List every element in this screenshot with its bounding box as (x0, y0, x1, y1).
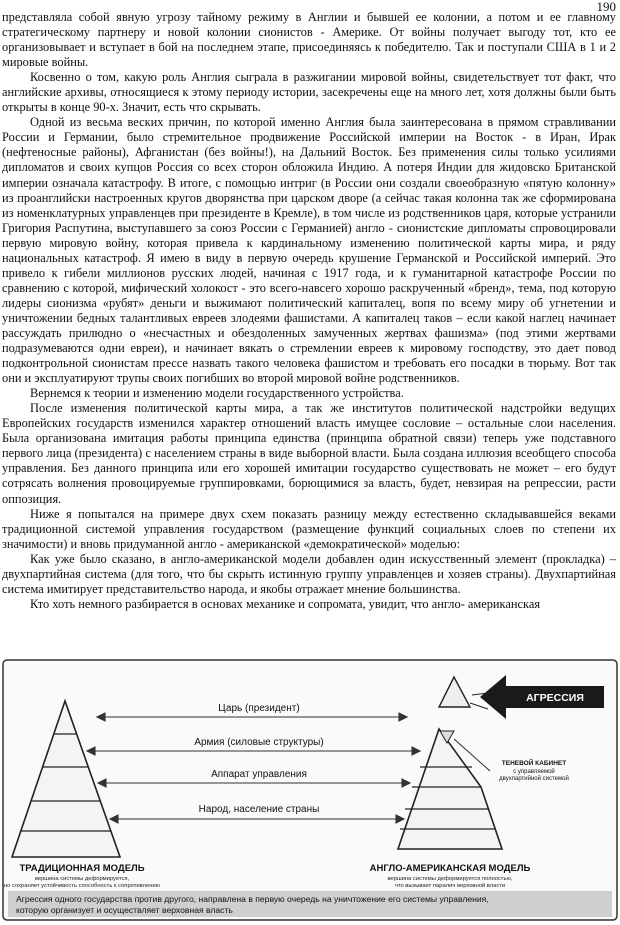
paragraph: Вернемся к теории и изменению модели государственного устройства. (30, 386, 404, 401)
aggression-label: АГРЕССИЯ (526, 692, 584, 704)
body-text (2, 10, 616, 612)
paragraph: Одной из весьма веских причин, по которой именно Англия была заинтересована в прямом стравливании России и Германии, было стремительное продвижение Российской империи на Восток - в Иран, Ирак (нефтеносные районы), Афганистан (без войны!), на Дальний Восток. Без применения силы только усилиями дипломатов и своих купцов Россия со всех сторон обложила Индию. А потеря Индии для жидовско Британской империи означала катастрофу. В итоге, с помощью интриг (в России они создали своеобразную «пятую колонну» из проанглийски настроенных кругов дворянства при царском дворе (а сейчас такая колонна так же сформирована из номенклатурных управленцев при президенте в Кремле), в том числе из родственников царя, которые устранили Григория Распутина, выступавшего за союз России с Германией) англо - сионистские дипломаты спровоцировали первую мировую войну, которая привела к кардинальному изменению политической карты мира, и ряду национальных катастроф. Я имею в виду в первую очередь крушение Германской и Российской империй. Это привело к гибели миллионов русских людей, начиная с 1917 года, и к гуманитарной катастрофе России по сравнению с которой, мифический холокост - это всего-навсего хорошо раскрученный «бренд», тема, под которую лидеры сионизма «рубят» деньги и выжимают политический капиталец, вопя по всему миру об угнетении и уничтожении бедных талантливых евреев злодеями фашистами. А капиталец таков – если какой наглец начинает рассуждать прилюдно о «несчастных и обездоленных замученных жертвах фашизма» (под этими жертвами подразумеваются одни евреи), и начинает вякать о стремлении евреев к мировому господству, это дает повод подконтрольной сионистам прессе назвать такого человека фашистом и требовать его посадки в тюрьму. Вот так они и эксплуатируют трупы своих погибших во второй мировой войне родственников. (2, 115, 616, 386)
page-number: 190 (596, 0, 616, 14)
level-label-apparatus: Аппарат управления (211, 769, 307, 780)
paragraph: Кто хоть немного разбирается в основах механике и сопромата, увидит, что англо- американская (30, 596, 541, 611)
caption-line-1: Агрессия одного государства против другого, направлена в первую очередь на уничтожение его системы управления, (16, 894, 489, 904)
shadow-cabinet-title: ТЕНЕВОЙ КАБИНЕТ (501, 760, 567, 767)
paragraph: После изменения политической карты мира, а так же институтов политической надстройки ведущих Европейских государств изменился характер отношений власть имущее сословие – остальные слои населения. Была организована имитация работы принципа единства (принципа обратной связи) теперь уже подставного первого лица (президента) с населением страны в виде выборной власти. Была создана иллюзия всеобщего способа управления. Без данного принципа или его хорошей имитации государство существовать не может – его будут сотрясать волнения провоцируемые группировками, борющимися за власть, будет, невзирая на репрессии, расти оппозиция. (2, 401, 616, 506)
anglo-model-subtitle-2: что вызывает паралич верховной власти (394, 883, 506, 889)
traditional-model-subtitle-1: вершина системы деформируется, (34, 876, 130, 882)
paragraph: Косвенно о том, какую роль Англия сыграла в разжигании мировой войны, свидетельствует тот факт, что английские архивы, относящиеся к этому периоду истории, засекречены еще на много лет, хотя должны были быть открыты в конце 90-х. Значит, есть что скрывать. (2, 70, 616, 115)
shadow-cabinet-line-3: двухпартийной системой (499, 776, 569, 782)
level-label-people: Народ, население страны (198, 804, 320, 815)
anglo-model-title: АНГЛО-АМЕРИКАНСКАЯ МОДЕЛЬ (369, 863, 531, 874)
traditional-model-subtitle-2: но сохраняет устойчивость способность к сопротивлению (3, 883, 161, 889)
caption-line-2: которую организует и осуществляет верховная власть (16, 905, 233, 915)
shadow-cabinet-line-2: с управляемой (513, 769, 555, 775)
level-label-army: Армия (силовые структуры) (194, 737, 324, 748)
models-diagram (2, 659, 618, 921)
anglo-model-subtitle-1: вершина системы деформируется полностью, (387, 876, 513, 882)
paragraph: Ниже я попытался на примере двух схем показать разницу между естественно складывавшейся веками традиционной системой управления государством (размещение функций социальных слоев по степени их значимости) и вновь придуманной англо - американской «демократической» моделью: (2, 506, 616, 551)
paragraph: Как уже было сказано, в англо-американской модели добавлен один искусственный элемент (прокладка) – двухпартийная система (для того, что бы скрыть истинную группу управленцев и хозяев страны). Двухпартийная система имитирует представительство народа, и якобы отражает мнение большинства. (2, 551, 616, 596)
level-label-tsar: Царь (президент) (218, 703, 300, 714)
paragraph: представляла собой явную угрозу тайному режиму в Англии и бывшей ее колонии, а потом и ее главному стратегическому партнеру и новой колонии сионистов - Америке. От войны получает выгоду тот, кто ее организовывает и вступает в бой на последнем этапе, присоединяясь к победителю. Так и поступали США в 1 и 2 мировые войны. (2, 10, 616, 70)
traditional-model-title: ТРАДИЦИОННАЯ МОДЕЛЬ (19, 863, 145, 874)
